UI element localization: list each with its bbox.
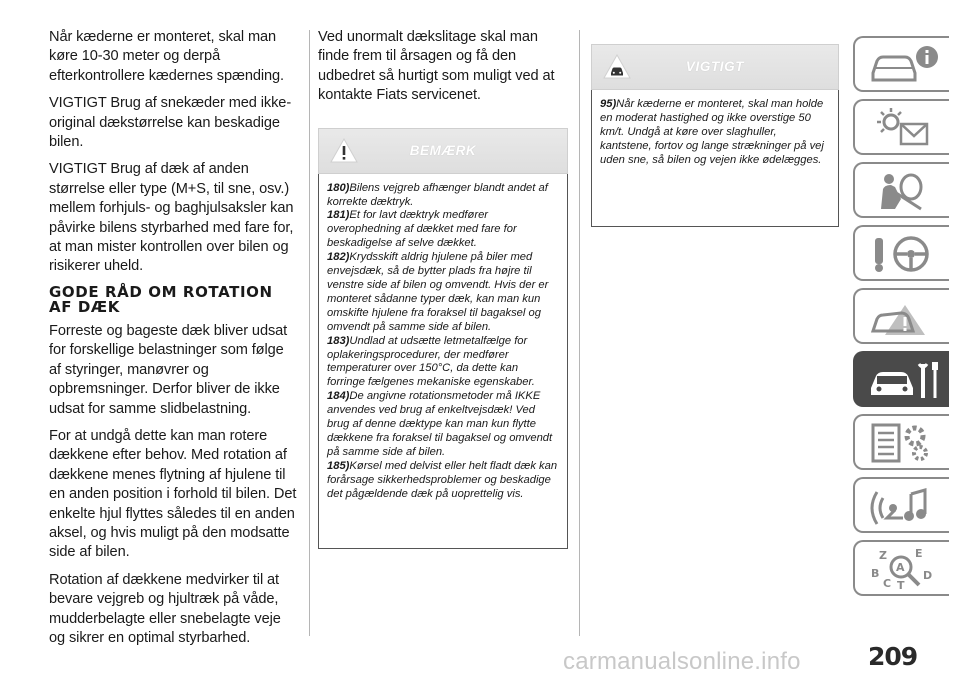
index-letter: B (871, 567, 880, 580)
note-item (327, 335, 559, 391)
notice-title: BEMÆRK (409, 142, 477, 158)
emergency-icon (865, 295, 941, 339)
text-column-3 (591, 28, 839, 227)
index-letter: A (896, 561, 905, 574)
safety-icon (865, 169, 941, 213)
page-number: 209 (868, 642, 918, 671)
tab-safety[interactable] (853, 162, 949, 218)
tab-car-info[interactable] (853, 36, 949, 92)
paragraph: Forreste og bageste dæk bliver udsat for forskellige belastninger som følge af styringer, manøvrer og opbremsninger. Derfor bliver de ikke udsat for samme slidbelastning. (49, 322, 288, 417)
note-item (327, 460, 559, 502)
notice-box-vigtigt (591, 44, 839, 227)
paragraph: VIGTIGT Brug af dæk af anden størrelse eller type (M+S, til sne, osv.) mellem forhjuls- og baghjulsaksler kan påvirke bilens styrbarhed med fare for, at man mister kontrollen over bilen og risikerer uheld. (49, 161, 294, 275)
paragraph: For at undgå dette kan man rotere dækkene efter behov. Med rotation af dækkene menes flytning af hjulene til en anden position i forhold til bilen. Det enkelte hjul flyttes således til en anden aksel, og hvis muligt på den modsatte side af bilen. (49, 427, 297, 561)
index-letter: T (897, 579, 905, 591)
technical-data-icon (865, 421, 941, 465)
notice-body (591, 90, 839, 227)
note-number: 183) (327, 334, 350, 347)
notice-header (591, 44, 839, 90)
column-divider-2 (579, 30, 580, 636)
note-item (327, 209, 559, 251)
tab-emergency[interactable] (853, 288, 949, 344)
notice-box-bemaerk (318, 128, 568, 549)
note-text: Krydsskift aldrig hjulene på biler med envejsdæk, så de bytter plads fra højre til venstre side af bilen og omvendt. Hvis der er monteret sådanne typer dæk, kan man kun omskifte hjulene fra foraksel til bagaksel og omvendt på samme side af bilen. (327, 251, 549, 333)
note-number: 95) (600, 98, 617, 110)
index-icon (865, 547, 941, 591)
index-letter: Z (879, 549, 887, 562)
note-number: 184) (327, 390, 350, 403)
notice-title: VIGTIGT (685, 59, 745, 74)
note-item (327, 251, 559, 334)
car-maintenance-icon (865, 358, 941, 402)
starting-driving-icon (865, 232, 941, 276)
notice-header (318, 128, 568, 174)
tab-car-maintenance[interactable] (853, 351, 949, 407)
index-letter: C (883, 577, 892, 590)
multimedia-icon (865, 484, 941, 528)
text-column-2 (318, 28, 570, 549)
note-item (327, 182, 559, 210)
note-number: 182) (327, 251, 350, 264)
dashboard-lights-icon (865, 106, 941, 150)
tab-dashboard-lights[interactable] (853, 99, 949, 155)
text-column-1 (49, 28, 297, 656)
note-text: Når kæderne er monteret, skal man holde en moderat hastighed og ikke overstige 50 km/t. Undgå at køre over slaghuller, kantstene, fortov og lange strækninger på vej uden sne, så bilen og vejen ikke ødelægges. (600, 98, 824, 166)
index-letter: E (915, 547, 923, 560)
note-text: Kørsel med delvist eller helt fladt dæk kan forårsage sikkerhedsproblemer og beskadige det pågældende dæk på uoprettelig vis. (327, 459, 558, 500)
car-info-icon (865, 43, 941, 87)
notice-body (318, 174, 568, 549)
note-text: Et for lavt dæktryk medfører overophedning af dækket med fare for beskadigelse af selve dækket. (327, 209, 517, 250)
note-number: 181) (327, 209, 350, 222)
note-text: De angivne rotationsmetoder må IKKE anvendes ved brug af enkeltvejsdæk! Ved brug af denne dæktype kan man kun flytte dækkene fra foraksel til bagaksel og omvendt på samme side af bilen. (327, 390, 553, 458)
tab-multimedia[interactable] (853, 477, 949, 533)
chapter-sidebar (853, 36, 949, 603)
note-number: 185) (327, 459, 350, 472)
note-number: 180) (327, 181, 350, 194)
tab-technical-data[interactable] (853, 414, 949, 470)
note-item (600, 98, 830, 168)
watermark: carmanualsonline.info (563, 648, 801, 675)
note-text: Bilens vejgreb afhænger blandt andet af korrekte dæktryk. (327, 181, 548, 208)
paragraph: Ved unormalt dækslitage skal man finde frem til årsagen og få den udbedret så hurtigt som muligt ved at kontakte Fiats servicenet. (318, 29, 555, 104)
note-item (327, 390, 559, 460)
section-heading: GODE RÅD OM ROTATION AF DÆK (49, 282, 273, 316)
note-text: Undlad at udsætte letmetalfælge for oplakeringsprocedurer, der medfører temperaturer over 150°C, da dette kan forringe fælgenes mekaniske egenskaber. (327, 334, 535, 389)
tab-index[interactable] (853, 540, 949, 596)
tab-starting-driving[interactable] (853, 225, 949, 281)
paragraph: VIGTIGT Brug af snekæder med ikke-original dækstørrelse kan beskadige bilen. (49, 95, 292, 151)
paragraph: Når kæderne er monteret, skal man køre 10-30 meter og derpå efterkontrollere kædernes spænding. (49, 29, 284, 84)
column-divider-1 (309, 30, 310, 636)
paragraph: Rotation af dækkene medvirker til at bevare vejgreb og hjultræk på våde, mudderbelagte eller snebelagte veje og sikrer en optimal styrbarhed. (49, 571, 281, 646)
index-letter: D (923, 569, 933, 582)
